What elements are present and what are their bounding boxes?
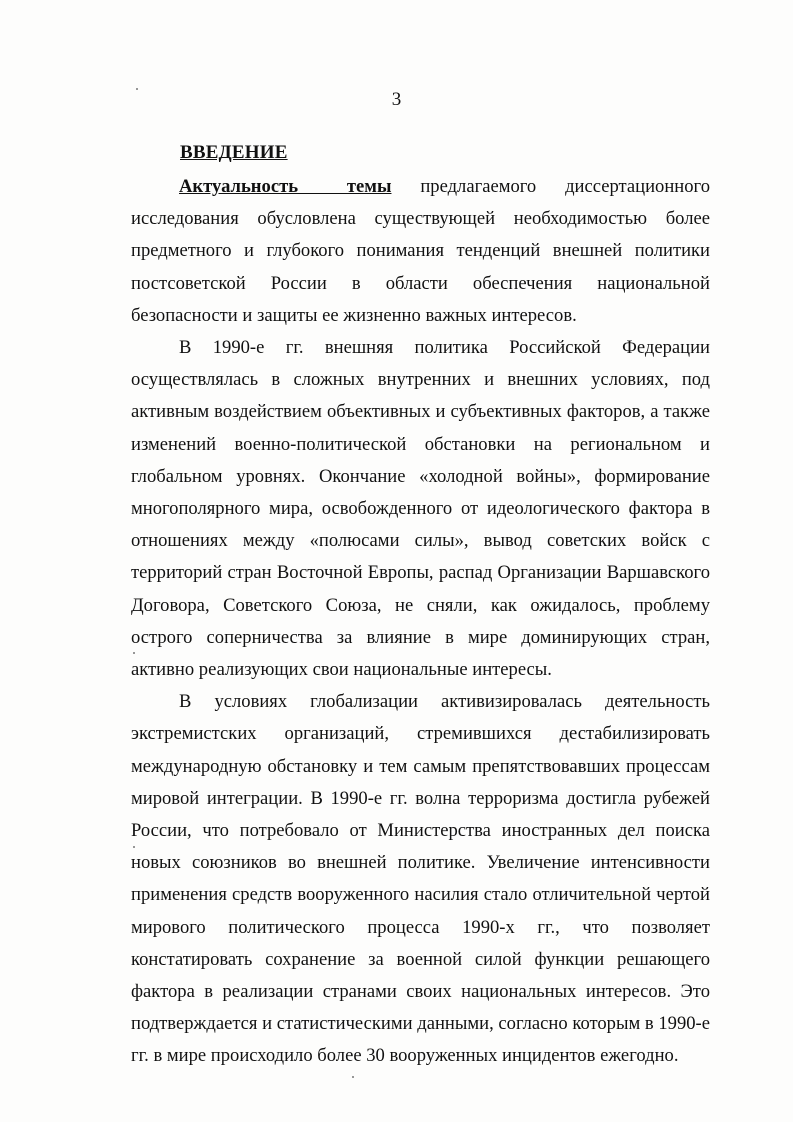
section-heading: ВВЕДЕНИЕ bbox=[180, 142, 288, 163]
paragraph-globalization: В условиях глобализации активизировалась деятельность экстремистских организаций, стремившихся дестабилизировать международную обстановку и тем самым препятствовавших процессам мировой интеграции. В 1990-е гг. волна терроризма достигла рубежей России, что потребовало от Министерства иностранных дел поиска новых союзников во внешней политике. Увеличение интенсивности применения средств вооруженного насилия стало отличительной чертой мирового политического процесса 1990-х гг., что позволяет констатировать сохранение за военной силой функции решающего фактора в реализации странами своих национальных интересов. Это подтверждается и статистическими данными, согласно которым в 1990-е гг. в мире происходило более 30 вооруженных инцидентов ежегодно. bbox=[131, 691, 710, 1067]
body-text bbox=[131, 171, 710, 1073]
paragraph-foreign-policy: В 1990-е гг. внешняя политика Российской Федерации осуществлялась в сложных внутренних и внешних условиях, под активным воздействием объективных и субъективных факторов, а также изменений военно-политической обстановки на региональном и глобальном уровнях. Окончание «холодной войны», формирование многополярного мира, освобожденного от идеологического фактора в отношениях между «полюсами силы», вывод советских войск с территорий стран Восточной Европы, распад Организации Варшавского Договора, Советского Союза, не сняли, как ожидалось, проблему острого соперничества за влияние в мире доминирующих стран, активно реализующих свои национальные интересы. bbox=[131, 337, 710, 681]
relevance-lead: Актуальность темы bbox=[179, 176, 392, 197]
scan-speck bbox=[352, 1076, 354, 1078]
relevance-text: предлагаемого диссертационного исследования обусловлена существующей необходимостью более предметного и глубокого понимания тенденций внешней политики постсоветской России в области обеспечения национальной безопасности и защиты ее жизненно важных интересов. bbox=[131, 176, 710, 326]
page-number: 3 bbox=[391, 89, 402, 110]
paragraph-relevance bbox=[131, 171, 710, 332]
